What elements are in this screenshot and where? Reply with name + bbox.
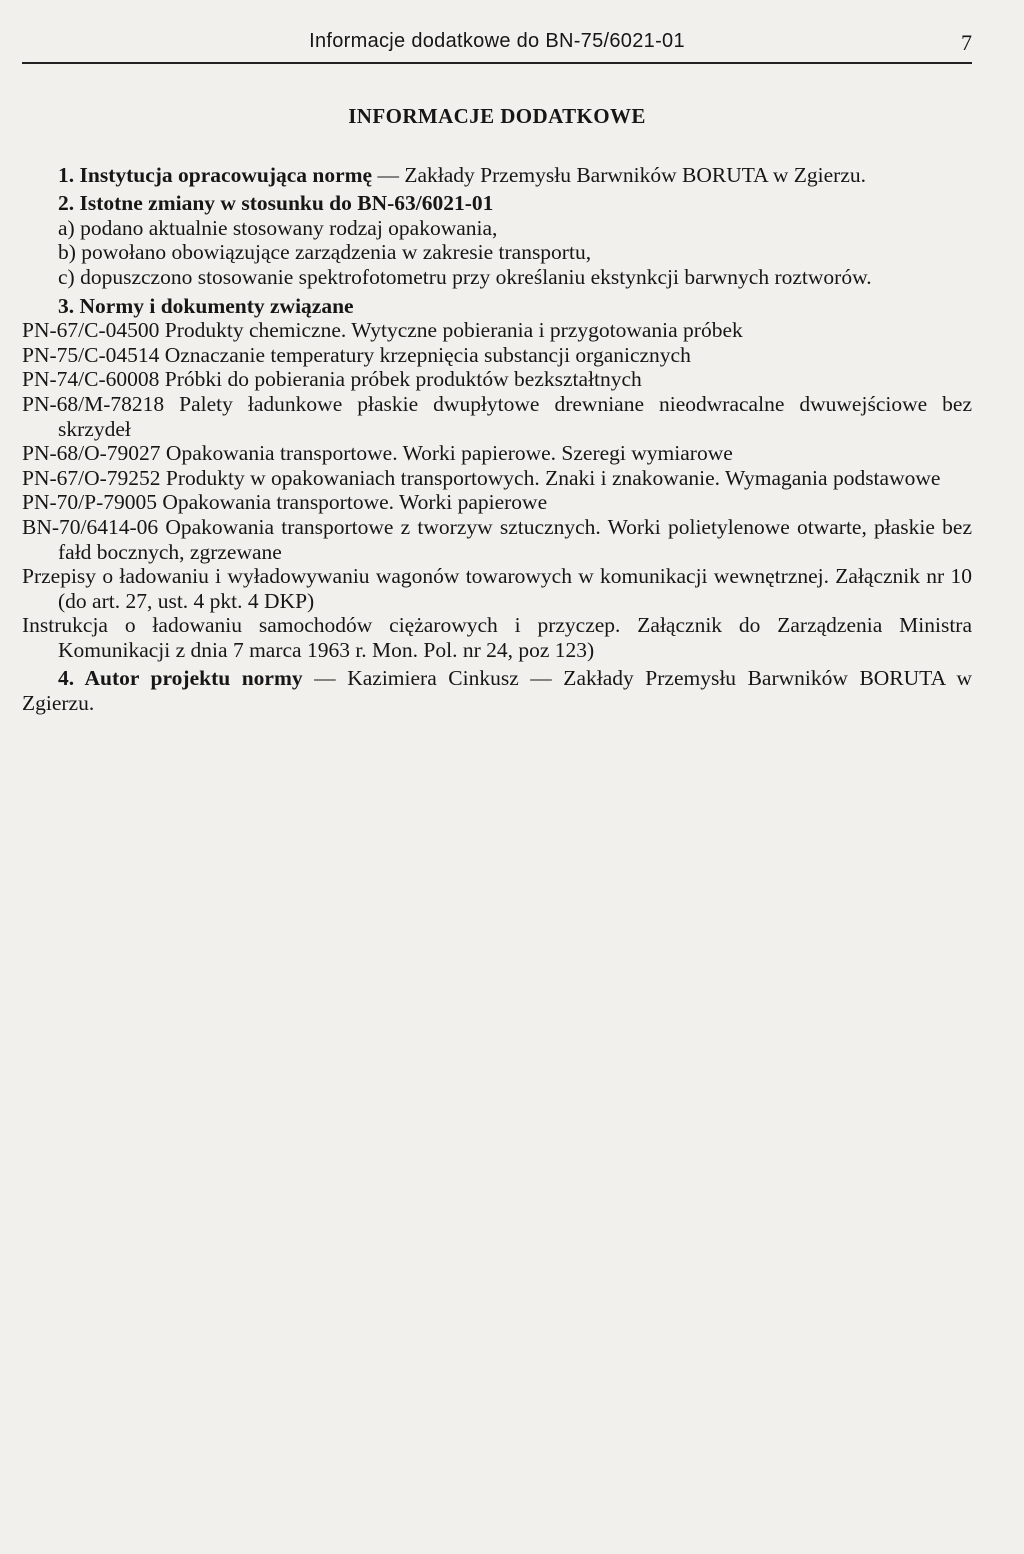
section-4 [22, 666, 972, 715]
section-1-text: — Zakłady Przemysłu Barwników BORUTA w Zgierzu. [372, 162, 867, 187]
reference-item: PN-67/O-79252 Produkty w opakowaniach transportowych. Znaki i znakowanie. Wymagania podstawowe [22, 465, 941, 490]
section-1 [22, 163, 972, 188]
section-1-label: 1. Instytucja opracowująca normę [58, 162, 373, 187]
section-3-label: 3. Normy i dokumenty związane [58, 293, 354, 318]
running-title: Informacje dodatkowe do BN-75/6021-01 [309, 30, 685, 52]
reference-item: Instrukcja o ładowaniu samochodów ciężarowych i przyczep. Załącznik do Zarządzenia Ministra Komunikacji z dnia 7 marca 1963 r. Mon. Pol. nr 24, poz 123) [22, 613, 972, 662]
running-header [22, 30, 972, 62]
section-4-label: 4. Autor projektu normy [58, 666, 303, 691]
section-2 [22, 191, 972, 289]
list-item: c) dopuszczono stosowanie spektrofotometru przy określaniu ekstynkcji barwnych roztworów. [58, 264, 872, 289]
list-item: b) powołano obowiązujące zarządzenia w zakresie transportu, [58, 240, 592, 265]
reference-item: PN-70/P-79005 Opakowania transportowe. Worki papierowe [22, 490, 548, 515]
reference-item: PN-74/C-60008 Próbki do pobierania próbek produktów bezkształtnych [22, 367, 642, 392]
reference-item: PN-68/M-78218 Palety ładunkowe płaskie dwupłytowe drewniane nieodwracalne dwuwejściowe bez skrzydeł [22, 391, 972, 441]
reference-item: PN-75/C-04514 Oznaczanie temperatury krzepnięcia substancji organicznych [22, 342, 691, 367]
reference-item: Przepisy o ładowaniu i wyładowywaniu wagonów towarowych w komunikacji wewnętrznej. Załącznik nr 10 (do art. 27, ust. 4 pkt. 4 DKP) [22, 564, 972, 613]
section-3 [22, 294, 972, 663]
list-item: a) podano aktualnie stosowany rodzaj opakowania, [58, 215, 498, 240]
reference-item: BN-70/6414-06 Opakowania transportowe z tworzyw sztucznych. Worki polietylenowe otwarte, płaskie bez fałd bocznych, zgrzewane [22, 514, 972, 564]
section-2-label: 2. Istotne zmiany w stosunku do BN-63/6021-01 [58, 191, 494, 216]
header-rule [22, 62, 972, 64]
page-number: 7 [961, 30, 972, 55]
reference-item: PN-68/O-79027 Opakowania transportowe. Worki papierowe. Szeregi wymiarowe [22, 441, 733, 466]
document-body [22, 104, 972, 716]
section-heading: INFORMACJE DODATKOWE [348, 104, 646, 128]
reference-item: PN-67/C-04500 Produkty chemiczne. Wytyczne pobierania i przygotowania próbek [22, 318, 743, 343]
section-4-text: — Kazimiera Cinkusz — Zakłady Przemysłu Barwników BORUTA w Zgierzu. [22, 666, 972, 716]
